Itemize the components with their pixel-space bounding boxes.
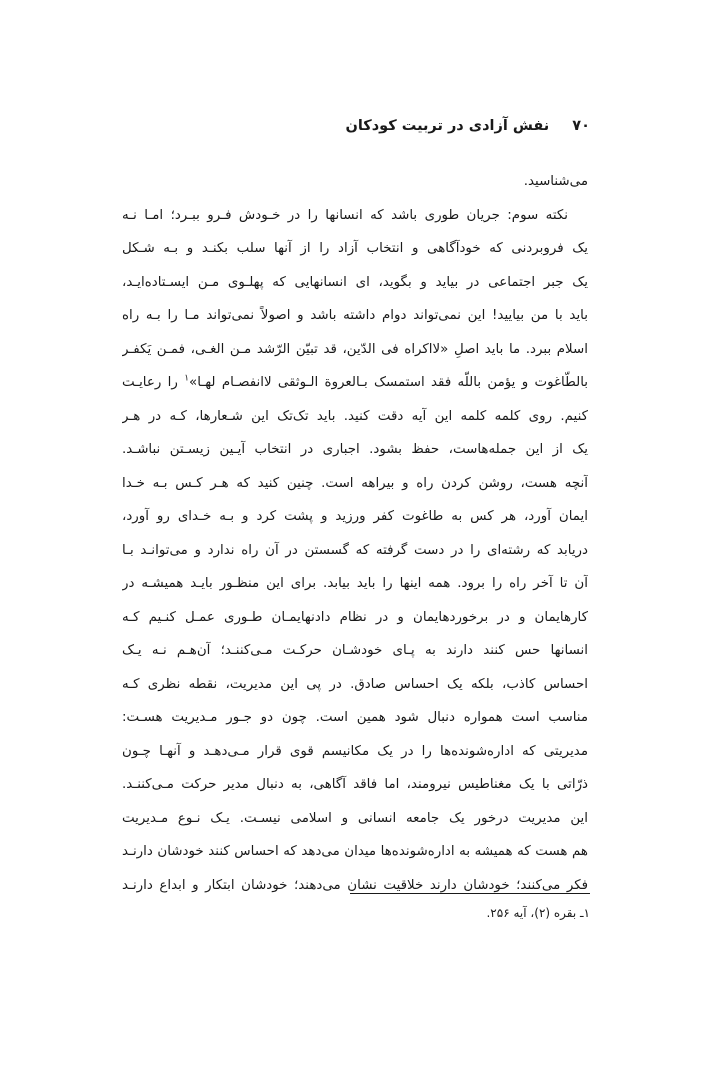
text-line: فکر می‌کنند؛ خودشان دارند خلاقیت نشان می‌دهند؛ خودشان ابتکار و ابداع دارنـد [122,877,588,893]
text-line: یک جبر اجتماعی در بیاید و بگوید، ای انسانهایی که پهلـوی مـن ایسـتاده‌ایـد، [122,274,588,290]
text-line: نکته سوم: جریان طوری باشد که انسانها را در خـودش فـرو ببـرد؛ امـا نـه [122,207,568,223]
text-line: یک فروبردنی که خودآگاهی و انتخاب آزاد را از آنها سلب بکنـد و بـه شـکل [122,241,588,256]
page-header [345,118,590,134]
quran-quote: بالطّاغوت و یؤمن باللّه فقد استمسک بـالعروة الـوثقی لاانفصـام لهـا» [189,375,588,390]
text-line: آن تا آخر راه را برود. همه اینها را باید بیابد. برای این منظـور بایـد همیشـه در [122,576,588,591]
text-line: هم هست که همیشه به اداره‌شونده‌ها میدان می‌دهد که احساس کنند خودشان دارنـد [122,844,588,859]
text-line: آنچه هست، روشن کردن راه و بیراهه است. چنین کنید که هـر کـس بـه خـدا [122,475,588,491]
footnote-reference: ۱ [184,373,190,384]
text-line: احساس کاذب، بلکه یک احساس صادق. در پی این مدیریت، نقطه نظری کـه [122,676,588,692]
text-line-with-footnote [122,366,588,400]
text-line: انسانها حس کنند دارند به پـای خودشـان حرکـت مـی‌کننـد؛ آن‌هـم نـه یـک [122,643,588,658]
text-fragment: را رعایـت [122,375,178,390]
footnote-divider [350,893,590,894]
text-line: مدیریتی که اداره‌شونده‌ها را در یک مکانیسم قوی قرار مـی‌دهـد و آنهـا چـون [122,743,588,759]
page-number: ۷۰ [572,118,590,134]
text-line: ذرّاتی با یک مغناطیس نیرومند، اما فاقد آگاهی، به دنبال مدیر حرکت مـی‌کننـد. [122,777,588,792]
text-line: کنیم. روی کلمه کلمه این آیه دقت کنید. باید تک‌تک این شـعارها، کـه در هـر [122,408,588,424]
text-line: ایمان آورد، هر کس به طاغوت کفر ورزید و پشت کرد و بـه خـدای رو آورد، [122,509,588,524]
text-line: باید با من بیایید! این نمی‌تواند دوام داشته باشد و اصولاً نمی‌تواند مـا را بـه راه [122,308,588,323]
text-line: اسلام ببرد. ما باید اصلِ «لااکراه فی الدّین، قد تبیّن الرّشد مـن الغـی، فمـن یَکفـر [122,341,588,357]
text-line: یک از این جمله‌هاست، حفظ بشود. اجباری در انتخاب آیـین زیسـتن نباشـد. [122,442,588,457]
text-line: دریابد که رشته‌ای را در دست گرفته که گسستن در آن راه ندارد و می‌توانـد بـا [122,542,588,558]
body-text [122,165,588,902]
text-line: کارهایمان و در برخوردهایمان و در نظام دادنهایمـان طـوری عمـل کنـیم کـه [122,609,588,625]
running-title: نفش آزادی در تربیت کودکان [345,118,550,134]
text-line: مناسب است همواره دنبال شود همین است. چون دو جـور مـدیریت هسـت: [122,710,588,725]
text-line: این مدیریت درخور یک جامعه انسانی و اسلامی نیسـت. یـک نـوع مـدیریت [122,810,588,826]
text-line: می‌شناسید. [523,174,588,189]
footnote: ۱ـ بقره (۲)، آیه ۲۵۶. [486,906,590,920]
